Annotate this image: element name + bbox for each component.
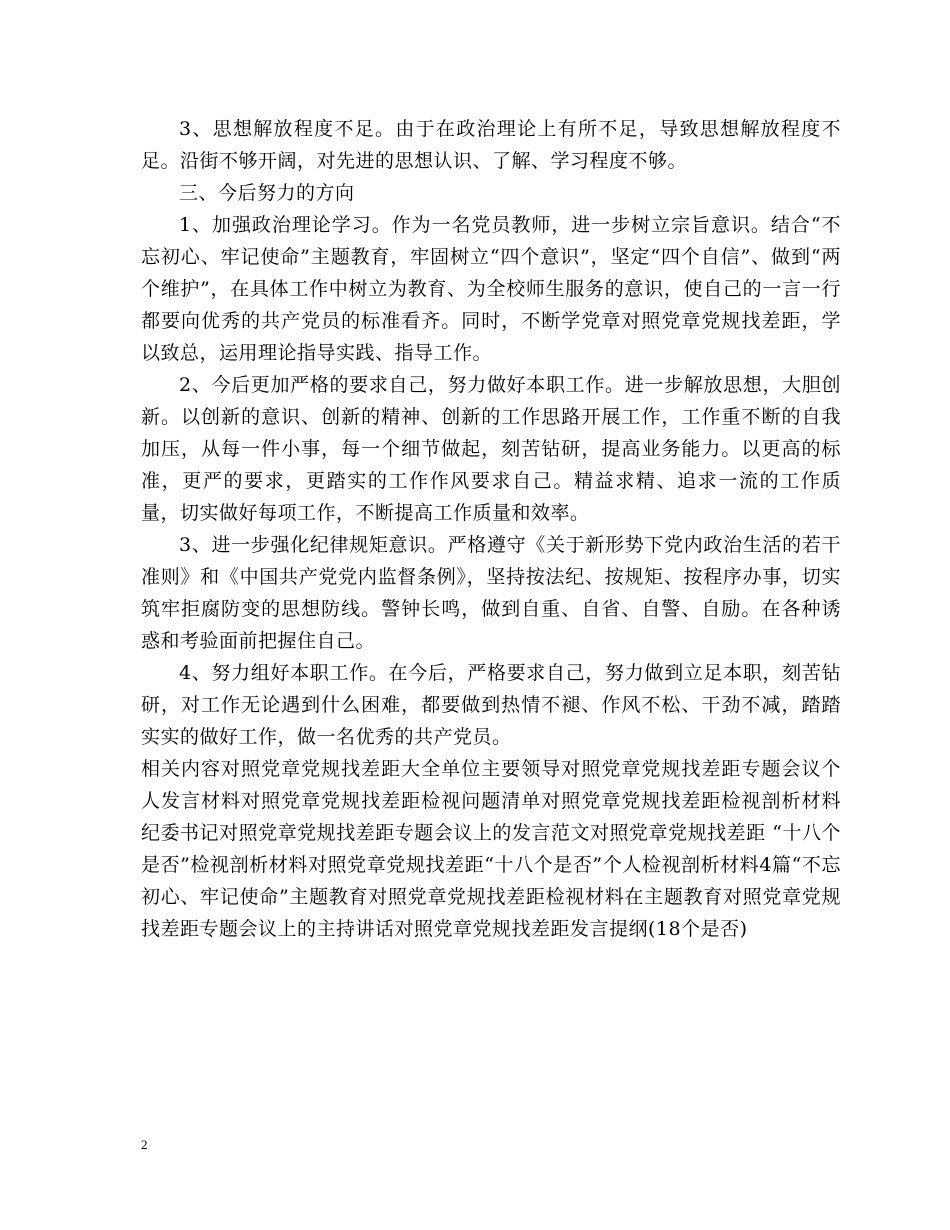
section-heading-future-direction: 三、今后努力的方向 (179, 182, 355, 204)
paragraph-discipline-awareness: 3、进一步强化纪律规矩意识。严格遵守《关于新形势下党内政治生活的若干准则》和《中国共产党党内监督条例》，坚持按法纪、按规矩、按程序办事，切实筑牢拒腐防变的思想防线。警钟长鸣，做到自重、自省、自警、自励。在各种诱惑和考验面前把握住自己。 (141, 534, 841, 652)
paragraph-thought-liberation: 3、思想解放程度不足。由于在政治理论上有所不足，导致思想解放程度不足。沿街不够开阔，对先进的思想认识、了解、学习程度不够。 (141, 118, 841, 172)
paragraph-political-theory: 1、加强政治理论学习。作为一名党员教师，进一步树立宗旨意识。结合“不忘初心、牢记使命”主题教育，牢固树立“四个意识”，坚定“四个自信”、做到“两个维护”，在具体工作中树立为教育、为全校师生服务的意识，使自己的一言一行都要向优秀的共产党员的标准看齐。同时，不断学党章对照党章党规找差距，学以致总，运用理论指导实践、指导工作。 (141, 214, 841, 364)
page-number: 2 (141, 1137, 148, 1152)
paragraph-do-job-well: 4、努力组好本职工作。在今后，严格要求自己，努力做到立足本职，刻苦钻研，对工作无论遇到什么困难，都要做到热情不褪、作风不松、干劲不减，踏踏实实的做好工作，做一名优秀的共产党员。 (141, 662, 841, 748)
related-content-list: 相关内容对照党章党规找差距大全单位主要领导对照党章党规找差距专题会议个人发言材料对照党章党规找差距检视问题清单对照党章党规找差距检视剖析材料纪委书记对照党章党规找差距专题会议上的发言范文对照党章党规找差距 “十八个是否”检视剖析材料对照党章党规找差距“十八个是否”个人检视剖析材料4篇“不忘初心、牢记使命”主题教育对照党章党规找差距检视材料在主题教育对照党章党规找差距专题会议上的主持讲话对照党章党规找差距发言提纲(18个是否) (141, 758, 841, 940)
paragraph-strict-requirements: 2、今后更加严格的要求自己，努力做好本职工作。进一步解放思想，大胆创新。以创新的意识、创新的精神、创新的工作思路开展工作，工作重不断的自我加压，从每一件小事，每一个细节做起，刻苦钻研，提高业务能力。以更高的标准，更严的要求，更踏实的工作作风要求自己。精益求精、追求一流的工作质量，切实做好每项工作，不断提高工作质量和效率。 (141, 374, 841, 524)
document-body (141, 113, 841, 945)
